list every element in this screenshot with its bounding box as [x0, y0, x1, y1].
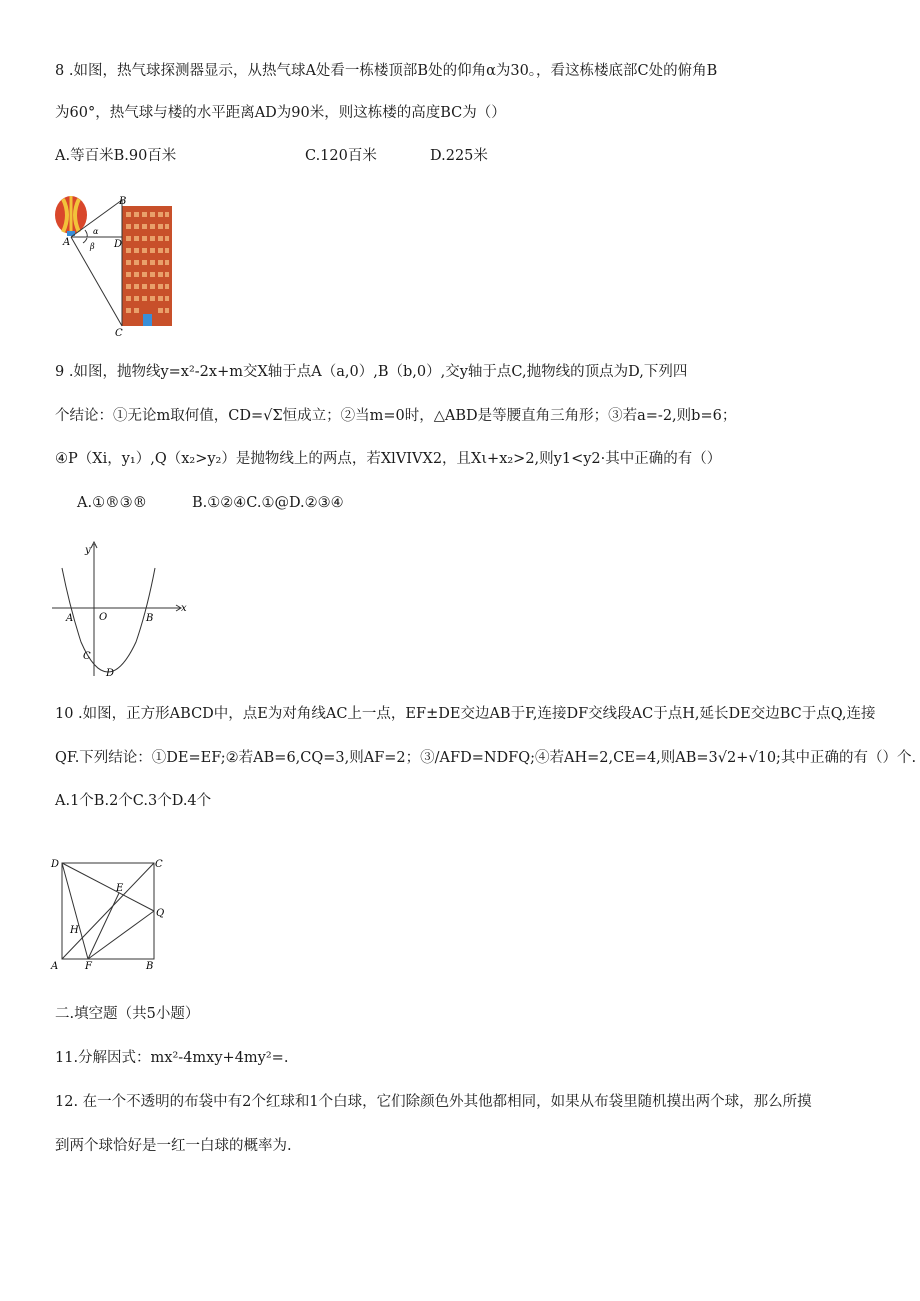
label-y: y	[85, 545, 91, 556]
label-d: D	[114, 239, 123, 250]
line-ef	[88, 893, 119, 959]
label-o: O	[99, 612, 108, 623]
q11-text: 11.分解因式：mx²-4mxy+4my²=.	[55, 1050, 289, 1066]
line-qf	[88, 911, 154, 959]
q10-options: A.1个B.2个C.3个D.4个	[55, 793, 212, 809]
q9-options-a: A.①®③®	[77, 495, 148, 511]
label-q: Q	[156, 908, 165, 919]
q12-line-1: 12. 在一个不透明的布袋中有2个红球和1个白球，它们除颜色外其他都相同，如果从布袋里随机摸出两个球，那么所摸	[55, 1094, 812, 1110]
section-title: 二.填空题（共5小题）	[55, 1006, 200, 1022]
hot-air-balloon	[55, 196, 87, 236]
parabola	[62, 568, 155, 672]
label-c: C	[115, 328, 123, 339]
label-h: H	[70, 925, 79, 936]
q8-figure	[50, 190, 185, 340]
q9-line-2: 个结论：①无论m取何值，CD=√Σ恒成立；②当m=0时，△ABD是等腰直角三角形；③若a=-2,则b=6；	[55, 408, 737, 424]
label-c: C	[155, 859, 163, 870]
q8-option-c: C.120百米	[305, 148, 377, 164]
label-a: A	[66, 613, 74, 624]
q10-line-1: 10 .如图，正方形ABCD中，点E为对角线AC上一点，EF±DE交边AB于F,连接DF交线段AC于点H,延长DE交边BC于点Q,连接	[55, 706, 876, 722]
label-beta: β	[90, 242, 95, 251]
q9-line-1: 9 .如图，抛物线y=x²-2x+m交X轴于点A（a,0）,B（b,0）,交y轴于点C,抛物线的顶点为D,下列四	[55, 364, 688, 380]
label-e: E	[116, 883, 124, 894]
line-df	[62, 863, 88, 959]
label-b: B	[119, 196, 127, 207]
label-c: C	[83, 651, 91, 662]
q8-line-1: 8 .如图，热气球探测器显示，从热气球A处看一栋楼顶部B处的仰角α为30。，看这栋楼底部C处的俯角B	[55, 63, 718, 79]
q10-figure	[48, 855, 173, 975]
label-d: D	[106, 668, 115, 679]
label-a: A	[63, 237, 71, 248]
q9-options-bcd: B.①②④C.①@D.②③④	[192, 495, 344, 511]
label-d: D	[51, 859, 60, 870]
label-x: x	[181, 603, 187, 614]
q9-figure	[48, 538, 193, 680]
label-b: B	[146, 613, 154, 624]
label-alpha: α	[93, 227, 99, 236]
q10-line-2: QF.下列结论：①DE=EF;②若AB=6,CQ=3,则AF=2；③/AFD=NDFQ;④若AH=2,CE=4,则AB=3√2+√10;其中正确的有（）个.	[55, 750, 917, 766]
label-f: F	[85, 961, 92, 972]
q12-line-2: 到两个球恰好是一红一白球的概率为.	[55, 1138, 292, 1154]
line-ac	[71, 237, 122, 326]
label-b: B	[146, 961, 154, 972]
line-de	[62, 863, 154, 911]
q8-line-2: 为60°，热气球与楼的水平距离AD为90米，则这栋楼的高度BC为（）	[55, 105, 506, 121]
q8-option-d: D.225米	[430, 148, 488, 164]
q8-options-ab: A.等百米B.90百米	[55, 148, 177, 164]
label-a: A	[51, 961, 59, 972]
q9-line-3: ④P（Xi，y₁）,Q（x₂>y₂）是抛物线上的两点，若XlVIVX2，且Xι+x₂>2,则y1<y2·其中正确的有（）	[55, 451, 722, 467]
building-door	[143, 314, 152, 326]
